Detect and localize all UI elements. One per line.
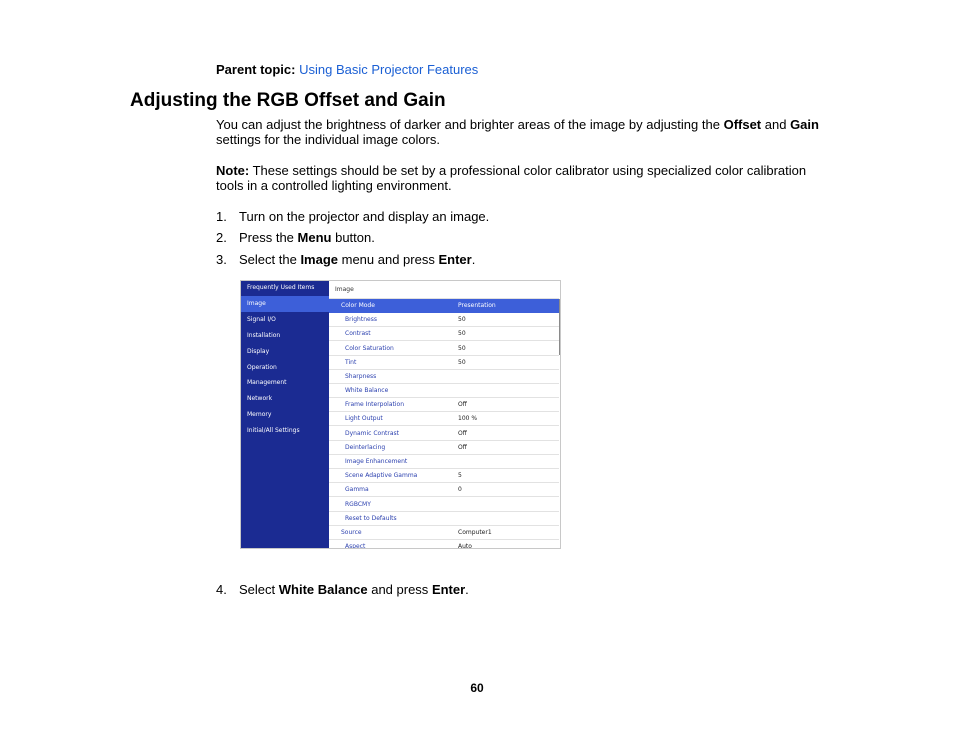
step-bold-term: Enter bbox=[438, 252, 472, 267]
menu-row-label: Contrast bbox=[345, 330, 371, 337]
menu-row-tint[interactable] bbox=[329, 356, 559, 370]
menu-row-label: Scene Adaptive Gamma bbox=[345, 472, 418, 479]
menu-row-scene-adaptive-gamma[interactable] bbox=[329, 469, 559, 483]
menu-row-source[interactable] bbox=[329, 526, 559, 540]
menu-row-gamma[interactable] bbox=[329, 483, 559, 497]
menu-row-value: Computer1 bbox=[458, 529, 492, 536]
menu-row-image-enhancement[interactable] bbox=[329, 455, 559, 469]
menu-row-label: Image Enhancement bbox=[345, 458, 408, 465]
menu-row-deinterlacing[interactable] bbox=[329, 441, 559, 455]
menu-row-value: 0 bbox=[458, 486, 462, 493]
menu-row-value: Off bbox=[458, 430, 467, 437]
step-number: 3. bbox=[216, 252, 227, 267]
menu-row-white-balance[interactable] bbox=[329, 384, 559, 398]
parent-topic-label: Parent topic: bbox=[216, 62, 296, 77]
sidebar-item-frequently-used[interactable]: Frequently Used Items bbox=[247, 284, 315, 291]
menu-row-color-saturation[interactable] bbox=[329, 342, 559, 356]
note-label: Note: bbox=[216, 163, 250, 178]
step-text: Select bbox=[239, 582, 279, 597]
menu-row-dynamic-contrast[interactable] bbox=[329, 427, 559, 441]
step-number: 4. bbox=[216, 582, 227, 597]
note-text: These settings should be set by a professional color calibrator using specialized color calibration tools in a controlled lighting environment. bbox=[216, 163, 807, 193]
parent-topic bbox=[216, 62, 478, 77]
menu-row-value: 100 % bbox=[458, 415, 478, 422]
menu-row-label: Light Output bbox=[345, 415, 383, 422]
menu-row-value: Auto bbox=[458, 543, 472, 549]
menu-row-label: Brightness bbox=[345, 316, 377, 323]
intro-gain-term: Gain bbox=[790, 117, 819, 132]
menu-row-aspect[interactable] bbox=[329, 540, 559, 549]
step-3 bbox=[216, 252, 475, 267]
step-bold-term: Enter bbox=[431, 582, 466, 597]
menu-row-contrast[interactable] bbox=[329, 327, 559, 341]
sidebar-item-operation[interactable]: Operation bbox=[247, 364, 277, 371]
menu-row-frame-interpolation[interactable] bbox=[329, 398, 559, 412]
sidebar-item-network[interactable]: Network bbox=[247, 395, 273, 402]
menu-row-label: Source bbox=[341, 529, 362, 536]
menu-sidebar bbox=[240, 280, 329, 549]
sidebar-item-display[interactable]: Display bbox=[247, 348, 270, 355]
step-4 bbox=[216, 582, 469, 597]
step-text: Select the bbox=[239, 252, 301, 267]
menu-row-value: Off bbox=[458, 401, 467, 408]
step-text: Press the bbox=[239, 230, 298, 245]
menu-row-reset-to-defaults[interactable] bbox=[329, 512, 559, 526]
sidebar-item-memory[interactable]: Memory bbox=[247, 411, 272, 418]
page-title: Adjusting the RGB Offset and Gain bbox=[130, 90, 446, 111]
menu-row-value: 50 bbox=[458, 359, 466, 366]
step-text: . bbox=[465, 582, 469, 597]
step-number: 1. bbox=[216, 209, 227, 224]
sidebar-item-signal-io[interactable]: Signal I/O bbox=[247, 316, 276, 323]
menu-row-brightness[interactable] bbox=[329, 313, 559, 327]
menu-row-light-output[interactable] bbox=[329, 412, 559, 426]
menu-row-label: Deinterlacing bbox=[345, 444, 386, 451]
menu-row-label: Aspect bbox=[345, 543, 366, 549]
step-text: . bbox=[471, 252, 476, 267]
menu-row-label: Sharpness bbox=[345, 373, 377, 380]
menu-row-value: 5 bbox=[458, 472, 462, 479]
menu-row-label: White Balance bbox=[345, 387, 389, 394]
step-text: and press bbox=[367, 582, 432, 597]
intro-offset-term: Offset bbox=[723, 117, 762, 132]
page-number: 60 bbox=[470, 681, 484, 695]
intro-text: You can adjust the brightness of darker and brighter areas of the image by adjusting the bbox=[216, 117, 724, 132]
menu-row-label: RGBCMY bbox=[345, 501, 371, 508]
menu-row-label: Dynamic Contrast bbox=[345, 430, 400, 437]
step-text: Turn on the projector and display an image. bbox=[239, 209, 490, 224]
menu-row-label: Frame Interpolation bbox=[345, 401, 405, 408]
step-text: menu and press bbox=[338, 252, 439, 267]
menu-row-rgbcmy[interactable] bbox=[329, 498, 559, 512]
menu-row-label: Color Mode bbox=[341, 302, 375, 309]
sidebar-item-initial-all-settings[interactable]: Initial/All Settings bbox=[247, 427, 300, 434]
menu-row-value: 50 bbox=[458, 316, 466, 323]
menu-row-label: Gamma bbox=[345, 486, 369, 493]
menu-row-value: Presentation bbox=[458, 302, 496, 309]
menu-row-value: 50 bbox=[458, 345, 466, 352]
note-paragraph bbox=[216, 163, 826, 193]
menu-content-panel bbox=[329, 280, 561, 549]
step-text: button. bbox=[331, 230, 375, 245]
intro-text: settings for the individual image colors. bbox=[216, 132, 441, 147]
menu-row-color-mode[interactable] bbox=[329, 299, 559, 313]
menu-row-label: Color Saturation bbox=[345, 345, 394, 352]
menu-row-label: Tint bbox=[345, 359, 357, 366]
menu-row-label: Reset to Defaults bbox=[345, 515, 397, 522]
step-bold-term: White Balance bbox=[278, 582, 368, 597]
step-bold-term: Image bbox=[300, 252, 339, 267]
sidebar-item-installation[interactable]: Installation bbox=[247, 332, 281, 339]
step-bold-term: Menu bbox=[297, 230, 332, 245]
sidebar-item-management[interactable]: Management bbox=[247, 379, 287, 386]
parent-topic-link[interactable]: Using Basic Projector Features bbox=[299, 62, 479, 77]
menu-scrollbar[interactable] bbox=[559, 299, 561, 355]
menu-panel-header: Image bbox=[329, 281, 559, 299]
projector-menu-screenshot bbox=[240, 280, 561, 549]
step-number: 2. bbox=[216, 230, 227, 245]
sidebar-item-image[interactable]: Image bbox=[240, 296, 329, 312]
menu-row-value: Off bbox=[458, 444, 467, 451]
menu-row-value: 50 bbox=[458, 330, 466, 337]
step-2 bbox=[216, 230, 375, 245]
intro-paragraph bbox=[216, 117, 826, 147]
step-1 bbox=[216, 209, 489, 224]
menu-row-sharpness[interactable] bbox=[329, 370, 559, 384]
intro-text: and bbox=[761, 117, 791, 132]
